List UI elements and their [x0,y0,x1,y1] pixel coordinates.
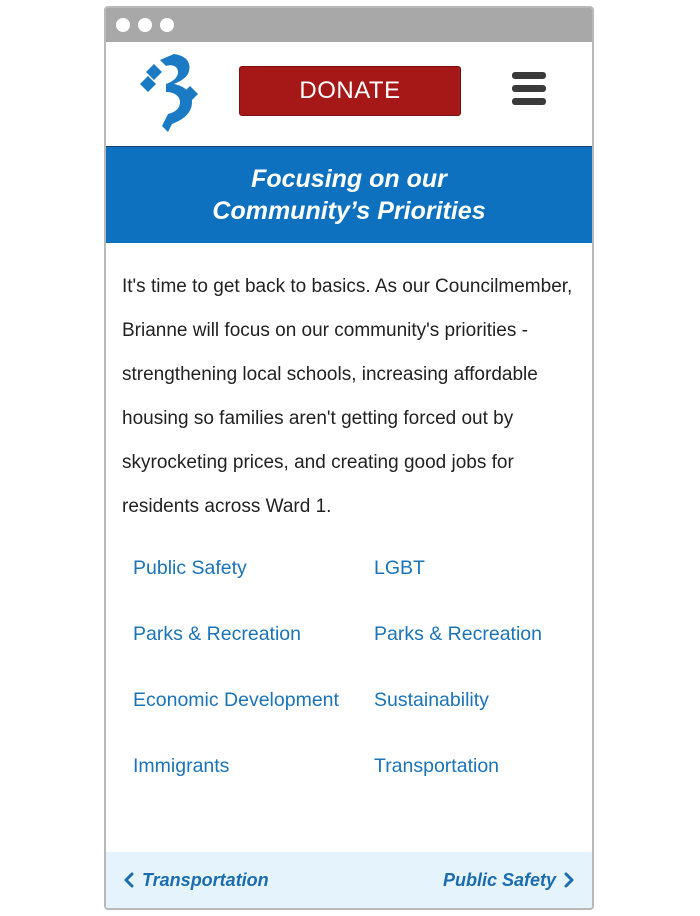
prev-topic-link[interactable] [124,870,269,891]
topic-link-transportation[interactable]: Transportation [374,755,500,777]
topic-link-parks-recreation[interactable]: Parks & Recreation [374,623,542,645]
window-dot-icon [138,18,152,32]
b-logo-icon[interactable] [138,54,208,134]
bottom-pagination-nav [106,852,592,908]
prev-topic-label: Transportation [142,869,269,890]
hero-title-line1: Focusing on our [251,165,447,193]
menu-bar [512,98,546,105]
chevron-left-icon [124,872,134,888]
menu-bar [512,85,546,92]
topic-link-public-safety[interactable]: Public Safety [133,557,247,579]
donate-button[interactable]: DONATE [239,66,461,116]
phone-frame [104,6,594,910]
hamburger-menu-icon[interactable] [512,72,546,108]
next-topic-link[interactable] [443,870,574,891]
intro-paragraph: It's time to get back to basics. As our Councilmember, Brianne will focus on our community's priorities - strengthening local schools, increasing affordable housing so families aren't getting forced out by skyrocketing prices, and creating good jobs for residents across Ward 1. [122,276,573,517]
chevron-right-icon [564,872,574,888]
topic-link-lgbt[interactable]: LGBT [374,557,425,579]
window-dot-icon [116,18,130,32]
topic-link-parks-recreation[interactable]: Parks & Recreation [133,623,301,645]
topic-links-grid [106,529,592,819]
browser-chrome-bar [106,8,592,42]
topic-link-economic-development[interactable]: Economic Development [133,689,339,711]
hero-banner [106,147,592,243]
menu-bar [512,72,546,79]
hero-title-line2: Community’s Priorities [212,197,486,225]
topic-link-sustainability[interactable]: Sustainability [374,689,489,711]
next-topic-label: Public Safety [442,869,556,890]
window-dot-icon [160,18,174,32]
site-header [106,42,592,147]
topic-link-immigrants[interactable]: Immigrants [133,755,230,777]
